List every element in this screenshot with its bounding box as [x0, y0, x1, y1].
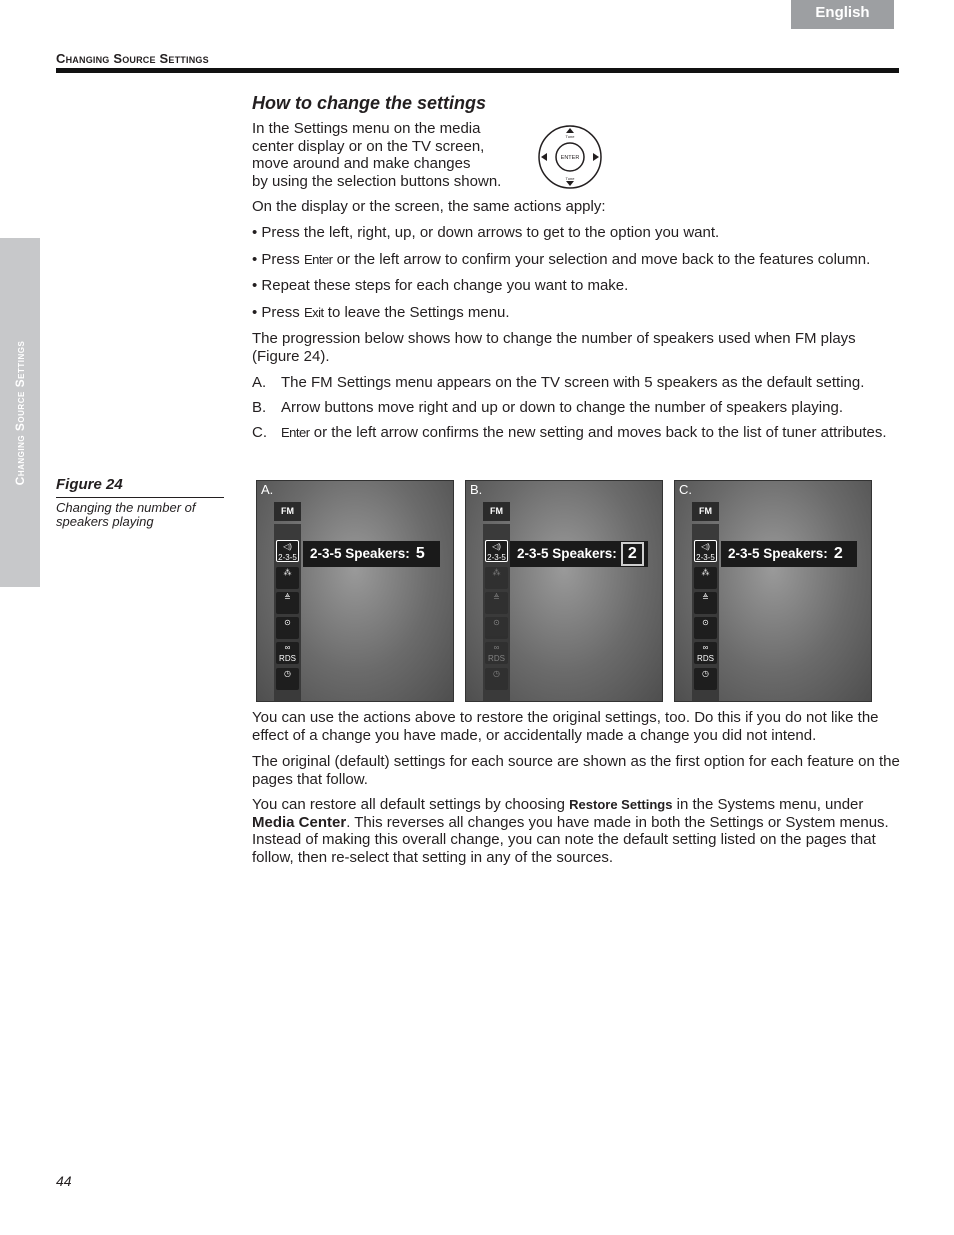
center-speaker-icon: ≜: [485, 592, 508, 614]
bullet-text: • Press: [252, 251, 304, 268]
intro-line: by using the selection buttons shown.: [252, 172, 502, 190]
header-word: ettings: [168, 51, 209, 66]
speaker-setting: [721, 541, 857, 567]
step-letter: C.: [252, 424, 267, 441]
speaker-label: 2-3-5 Speakers:: [517, 546, 617, 561]
feature-column: [274, 524, 301, 702]
intro-line: In the Settings menu on the media: [252, 120, 481, 137]
surround-icon: ⁂: [694, 567, 717, 589]
step-a: [252, 374, 902, 394]
sleep-timer-icon: ◷: [694, 668, 717, 690]
step-b: [252, 399, 902, 419]
intro-line: move around and make changes: [252, 155, 471, 172]
speaker-label: 2-3-5 Speakers:: [310, 546, 410, 561]
paragraph-text: You can restore all default settings by choosing: [252, 796, 570, 813]
header-initial: C: [56, 51, 66, 66]
intro-line: center display or on the TV screen,: [252, 137, 485, 155]
bullet-enter: [252, 251, 870, 269]
panel-letter: C.: [679, 482, 692, 497]
bullet-text: or the left arrow to confirm your selection and move back to the features column.: [332, 251, 871, 268]
fm-badge: FM: [483, 502, 510, 521]
feature-column: [483, 524, 510, 702]
speaker-value: 5: [415, 545, 425, 562]
speaker-label: 2-3-5 Speakers:: [728, 546, 828, 561]
step-letter: A.: [252, 374, 267, 391]
step-text: [281, 424, 901, 442]
bullet-text: to leave the Settings menu.: [323, 304, 510, 321]
progression-paragraph: The progression below shows how to change the number of speakers used when FM plays (Figure 24).: [252, 330, 856, 365]
speaker-value: 2: [621, 542, 644, 566]
tune-up-label: Tune: [565, 134, 575, 139]
surround-icon: ⁂: [485, 567, 508, 589]
figure-rule: [56, 497, 224, 498]
speaker-count-icon: ◁) 2-3-5: [694, 540, 717, 562]
step-c: [252, 424, 902, 464]
rds-icon: ∞ RDS: [485, 642, 508, 664]
step-text: The FM Settings menu appears on the TV screen with 5 speakers as the default setting.: [281, 374, 865, 391]
screen-panel-a: [256, 480, 454, 702]
restore-paragraph-1: You can use the actions above to restore the original settings, too. Do this if you do not like the effect of a change you have made, or accidentally made a change you did not intend.: [252, 709, 879, 744]
screen-panel-c: [674, 480, 872, 702]
header-rule: [56, 68, 899, 73]
speaker-value: 2: [833, 545, 843, 562]
step-text-rest: or the left arrow confirms the new setting and moves back to the list of tuner attributes.: [309, 424, 887, 441]
step-text: Arrow buttons move right and up or down to change the number of speakers playing.: [281, 399, 843, 416]
surround-icon: ⁂: [276, 567, 299, 589]
enter-key-label: Enter: [281, 425, 310, 440]
section-header: [56, 51, 209, 66]
rds-icon: ∞ RDS: [694, 642, 717, 664]
language-tab[interactable]: English: [791, 0, 894, 29]
enter-label: ENTER: [560, 155, 580, 161]
bullet-exit: [252, 304, 510, 322]
restore-paragraph-2: The original (default) settings for each source are shown as the first option for each feature on the pages that follow.: [252, 753, 900, 788]
antenna-icon: ⊙: [485, 617, 508, 639]
panel-letter: A.: [261, 482, 274, 497]
speaker-count-icon: ◁) 2-3-5: [276, 540, 299, 562]
fm-badge: FM: [274, 502, 301, 521]
panel-letter: B.: [470, 482, 483, 497]
rds-icon: ∞ RDS: [276, 642, 299, 664]
header-word: ource: [122, 51, 156, 66]
center-speaker-icon: ≜: [694, 592, 717, 614]
antenna-icon: ⊙: [694, 617, 717, 639]
side-tab-label: Changing Source Settings: [13, 340, 27, 485]
paragraph-text: . This reverses all changes you have made in both the Settings or System menus. Instead of making this overall change, you can note the default setting listed on the pages that follow, then re-select that setting in any of the sources.: [252, 813, 889, 866]
header-word: hanging: [65, 51, 110, 66]
bullet-repeat: • Repeat these steps for each change you want to make.: [252, 277, 629, 294]
side-tab: [0, 238, 40, 587]
media-center-label: Media Center: [252, 813, 347, 831]
page-number: 44: [56, 1173, 72, 1189]
antenna-icon: ⊙: [276, 617, 299, 639]
restore-paragraph-3: [252, 796, 902, 866]
restore-settings-label: Restore Settings: [569, 797, 673, 812]
step-letter: B.: [252, 399, 267, 416]
speaker-setting: [303, 541, 440, 567]
bullet-text: • Press: [252, 304, 304, 321]
paragraph-text: in the Systems menu, under: [672, 796, 864, 813]
subhead: How to change the settings: [252, 93, 487, 113]
bullet-arrows: • Press the left, right, up, or down arrows to get to the option you want.: [252, 224, 720, 241]
header-initial: S: [159, 51, 169, 66]
figure-title: Figure 24: [56, 476, 123, 493]
exit-key-label: Exit: [303, 305, 324, 320]
enter-key-label: Enter: [303, 252, 333, 267]
speaker-count-icon: ◁) 2-3-5: [485, 540, 508, 562]
screen-panel-b: [465, 480, 663, 702]
fm-badge: FM: [692, 502, 719, 521]
feature-column: [692, 524, 719, 702]
remote-buttons-icon: [537, 124, 605, 190]
actions-lead: On the display or the screen, the same actions apply:: [252, 198, 606, 215]
intro-paragraph: [252, 120, 532, 190]
figure-caption: Changing the number of speakers playing: [56, 500, 196, 529]
sleep-timer-icon: ◷: [276, 668, 299, 690]
sleep-timer-icon: ◷: [485, 668, 508, 690]
speaker-setting: [510, 541, 648, 567]
tune-down-label: Tune: [565, 176, 575, 181]
center-speaker-icon: ≜: [276, 592, 299, 614]
header-initial: S: [113, 51, 123, 66]
